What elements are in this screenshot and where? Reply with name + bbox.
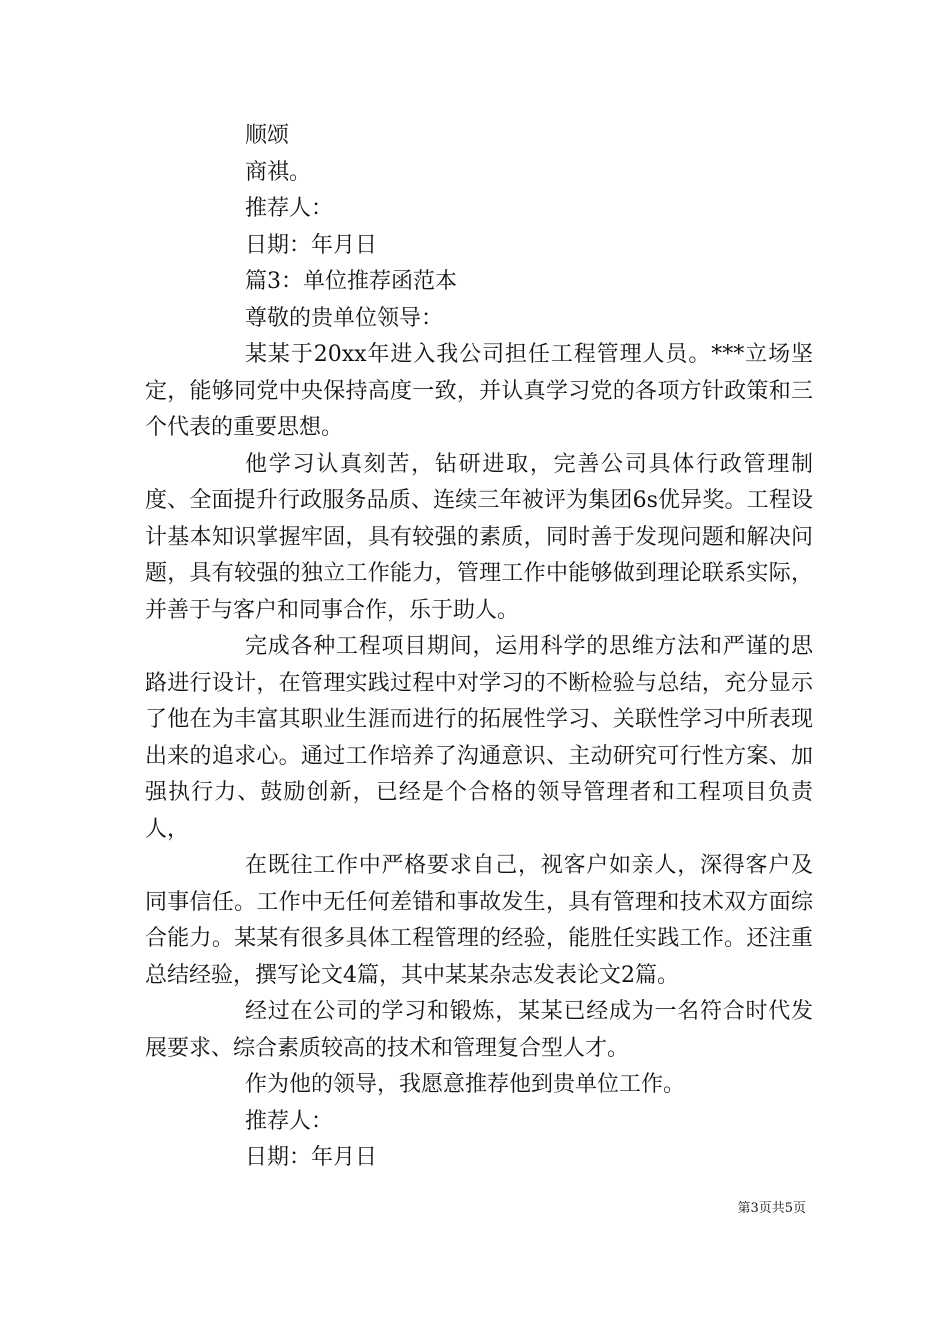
recommender-label-2: 推荐人： [245, 1108, 334, 1134]
section-title: 篇3：单位推荐函范本 [245, 269, 457, 294]
greeting: 尊敬的贵单位领导： [245, 305, 444, 331]
closing-salutation: 顺颂 [245, 123, 290, 148]
date-label-2: 日期：年月日 [245, 1145, 378, 1170]
page-footer: 第3页共5页 [737, 1201, 806, 1216]
body-paragraph-1: 某某于20xx年进入我公司担任工程管理人员。***立场坚定，能够同党中央保持高度一致，并认真学习党的各项方针政策和三个代表的重要思想。 [145, 342, 813, 440]
date-label: 日期：年月日 [245, 232, 378, 258]
body-paragraph-5: 经过在公司的学习和锻炼，某某已经成为一名符合时代发展要求、综合素质较高的技术和管理复合型人才。 [145, 999, 813, 1061]
recommender-label: 推荐人： [245, 196, 334, 221]
body-paragraph-3: 完成各种工程项目期间，运用科学的思维方法和严谨的思路进行设计，在管理实践过程中对学习的不断检验与总结，充分显示了他在为丰富其职业生涯而进行的拓展性学习、关联性学习中所表现出来的追求心。通过工作培养了沟通意识、主动研究可行性方案、加强执行力、鼓励创新，已经是个合格的领导管理者和工程项目负责人， [145, 634, 813, 842]
body-paragraph-2: 他学习认真刻苦，钻研进取，完善公司具体行政管理制度、全面提升行政服务品质、连续三年被评为集团6s优异奖。工程设计基本知识掌握牢固，具有较强的素质，同时善于发现问题和解决问题，具有较强的独立工作能力，管理工作中能够做到理论联系实际，并善于与客户和同事合作，乐于助人。 [145, 451, 813, 623]
closing-wish: 商祺。 [245, 159, 312, 185]
recommendation-statement: 作为他的领导，我愿意推荐他到贵单位工作。 [245, 1072, 686, 1097]
document-body [145, 118, 813, 1177]
body-paragraph-4: 在既往工作中严格要求自己，视客户如亲人，深得客户及同事信任。工作中无任何差错和事故发生，具有管理和技术双方面综合能力。某某有很多具体工程管理的经验，能胜任实践工作。还注重总结经验，撰写论文4篇，其中某某杂志发表论文2篇。 [145, 853, 813, 988]
